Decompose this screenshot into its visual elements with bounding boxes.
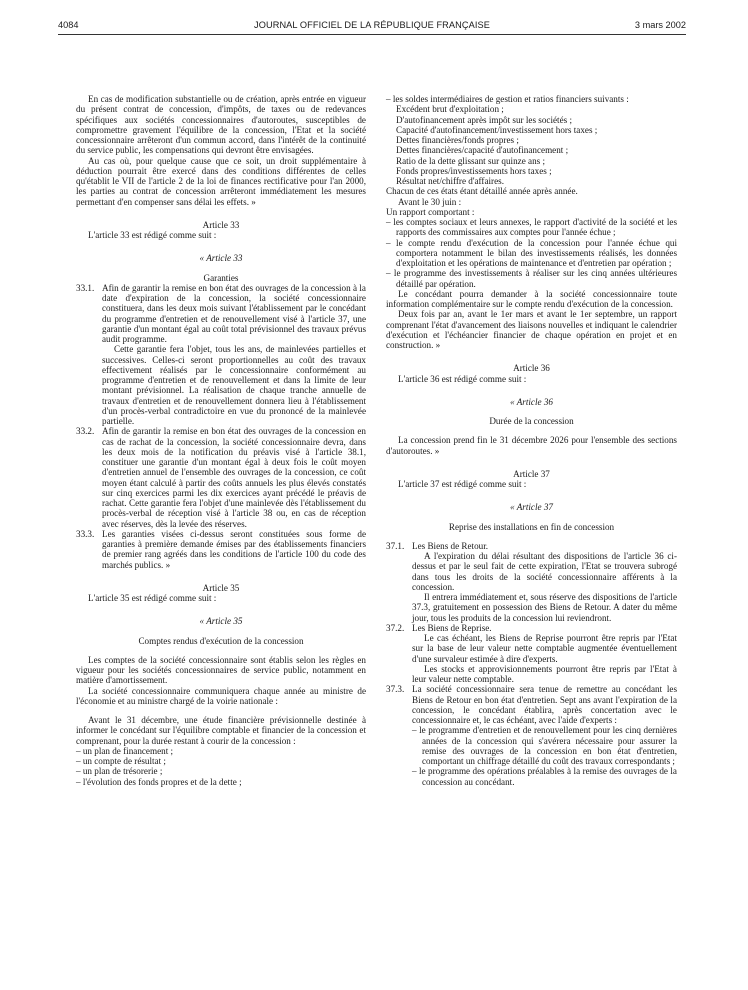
- list-item: – le programme d'entretien et de renouvellement pour les cinq dernières années de la concession qui s'avérera nécessaire pour assurer la remise des ouvrages de la concession en bon état d'entretien, comportant un chiffrage détaillé du coût des travaux correspondants ;: [412, 725, 677, 766]
- article-title: Comptes rendus d'exécution de la concession: [138, 635, 304, 646]
- article-quote-heading: « Article 37: [510, 502, 553, 513]
- list-item: – l'évolution des fonds propres et de la dette ;: [76, 776, 242, 787]
- paragraph: Le concédant pourra demander à la société concessionnaire toute information complémentaire sur le compte rendu d'exécution de la concession.: [386, 288, 677, 309]
- article-heading: Article 37: [513, 468, 550, 479]
- paragraph: Cette garantie fera l'objet, tous les ans, de mainlevées partielles et successives. Celles-ci seront proportionnelles au coût des travaux effectivement réalisés par le concessionnaire conformément au programme d'entretien et de renouvellement et dans la limite de leur montant prévisionnel. La réalisation de chaque tranche annuelle de travaux d'entretien et de renouvellement donnera lieu à l'établissement d'un procès-verbal contradictoire en vue du prononcé de la mainlevée partielle.: [102, 344, 366, 426]
- journal-title: JOURNAL OFFICIEL DE LA RÉPUBLIQUE FRANÇAISE: [254, 20, 490, 30]
- paragraph: L'article 33 est rédigé comme suit :: [88, 230, 217, 240]
- list-item: – un plan de trésorerie ;: [76, 766, 163, 777]
- numbered-paragraph: 33.3. Les garanties visées ci-dessus seront constituées sous forme de garanties à première demande émises par des établissements financiers de premier rang agréés dans les conditions de l'article 100 du code des marchés publics. »: [76, 528, 366, 570]
- numbered-paragraph: 37.2. Les Biens de Reprise.: [386, 622, 492, 633]
- paragraph: L'article 36 est rédigé comme suit :: [398, 373, 527, 384]
- page-header: [58, 18, 686, 35]
- list-item: – le programme des opérations préalables à la remise des ouvrages de la concession au concédant.: [412, 766, 677, 787]
- paragraph-number: 33.2.: [76, 426, 95, 437]
- paragraph: Au cas où, pour quelque cause que ce soit, un droit supplémentaire à déduction pourrait être exercé dans des conditions différentes de celles qu'établit le VII de l'article 2 de la loi de finances rectificative pour l'an 2000, les parties au contrat de concession arrêteront immédiatement les mesures permettant d'en compenser sans délai les effets. »: [76, 155, 366, 207]
- list-item: – les comptes sociaux et leurs annexes, le rapport d'activité de la société et les rapports des commissaires aux comptes pour l'année échue ;: [386, 217, 677, 238]
- ratio-item: Ratio de la dette glissant sur quinze ans ;: [396, 155, 546, 166]
- article-title: Garanties: [203, 272, 239, 283]
- article-heading: Article 33: [202, 219, 240, 230]
- paragraph: Avant le 31 décembre, une étude financière prévisionnelle destinée à informer le concédant sur l'équilibre comptable et financier de la concession et comprenant, pour la durée restant à courir de la concession :: [76, 715, 366, 746]
- paragraph-number: 33.1.: [76, 282, 95, 293]
- list-item: – un plan de financement ;: [76, 745, 174, 756]
- numbered-paragraph: 33.2. Afin de garantir la remise en bon état des ouvrages de la concession en cas de rachat de la concession, la société concessionnaire devra, dans les deux mois de la notification du préavis visé à l'article 38.1, constituer une garantie d'un montant égal à deux fois le coût moyen d'entretien annuel de l'ensemble des ouvrages de la concession, ce coût moyen étant calculé à partir des coûts annuels les plus élevés constatés sur cinq exercices parmi les dix exercices ayant précédé le préavis de rachat. Cette garantie fera l'objet d'une mainlevée dès l'établissement du procès-verbal de réception visé à l'article 38 ou, en cas de réception avec réserves, dès la levée des réserves.: [76, 426, 366, 529]
- paragraph: Avant le 30 juin :: [398, 196, 462, 207]
- paragraph: Chacun de ces états étant détaillé année après année.: [386, 186, 578, 197]
- article-quote-heading: « Article 33: [199, 253, 243, 264]
- paragraph: Un rapport comportant :: [386, 206, 475, 217]
- paragraph: En cas de modification substantielle ou de création, après entrée en vigueur du présent contrat de concession, d'impôts, de taxes ou de redevances spécifiques aux sociétés concessionnaires d'autoroutes, susceptibles de compromettre gravement l'équilibre de la concession, l'Etat et la société concessionnaire arrêteront d'un commun accord, dans l'intérêt de la continuité du service public, les compensations qui devront être envisagées.: [76, 94, 366, 156]
- list-item: – le programme des investissements à réaliser sur les cinq années ultérieures détaillé par opération.: [386, 268, 677, 289]
- paragraph: Deux fois par an, avant le 1er mars et avant le 1er septembre, un rapport comprenant l'état d'avancement des liaisons nouvelles et indiquant le calendrier d'exécution et l'échéancier financier de chaque opération en projet et en construction. »: [386, 309, 677, 350]
- list-item: – les soldes intermédiaires de gestion et ratios financiers suivants :: [386, 94, 629, 104]
- paragraph-number: 33.3.: [76, 528, 95, 539]
- paragraph: A l'expiration du délai résultant des dispositions de l'article 36 ci-dessus et par le seul fait de cette expiration, l'Etat se trouvera subrogé dans tous les droits de la société concessionnaire afférents à la concession.: [412, 551, 677, 592]
- paragraph-number: 37.2.: [386, 622, 405, 633]
- list-item: – le compte rendu d'exécution de la concession pour l'année échue qui comportera notamment le bilan des investissements réalisés, les données d'exploitation et les opérations de maintenance et d'entretien par opération ;: [386, 237, 677, 268]
- ratio-item: Résultat net/chiffre d'affaires.: [396, 176, 504, 186]
- article-title: Reprise des installations en fin de concession: [448, 521, 615, 532]
- article-heading: Article 36: [513, 363, 550, 374]
- paragraph: Les comptes de la société concessionnaire sont établis selon les règles en vigueur pour les sociétés concessionnaires de service public, notamment en matière d'amortissement.: [76, 654, 366, 686]
- ratio-item: Dettes financières/fonds propres ;: [396, 135, 519, 145]
- article-heading: Article 35: [202, 582, 240, 593]
- article-title: Durée de la concession: [489, 416, 574, 426]
- ratio-item: Capacité d'autofinancement/investissement hors taxes ;: [396, 124, 598, 135]
- page-number: 4084: [58, 20, 79, 30]
- left-column: [76, 94, 366, 787]
- ratio-item: D'autofinancement après impôt sur les sociétés ;: [396, 114, 572, 125]
- right-column: [386, 94, 677, 787]
- issue-date: 3 mars 2002: [634, 20, 686, 30]
- paragraph: La société concessionnaire communiquera chaque année au ministre de l'économie et au ministre chargé de la voirie nationale :: [76, 685, 366, 706]
- paragraph: L'article 35 est rédigé comme suit :: [88, 593, 217, 603]
- paragraph-number: 37.1.: [386, 540, 405, 551]
- numbered-paragraph: 37.1. Les Biens de Retour.: [386, 540, 489, 551]
- ratio-item: Dettes financières/capacité d'autofinancement ;: [396, 145, 569, 156]
- paragraph: Le cas échéant, les Biens de Reprise pourront être repris par l'Etat sur la base de leur valeur nette comptable augmentée éventuellement d'une survaleur estimée à dire d'experts.: [412, 633, 677, 664]
- numbered-paragraph: 37.3. La société concessionnaire sera tenue de remettre au concédant les Biens de Retour en bon état d'entretien. Sept ans avant l'expiration de la concession, le concédant établira, après concertation avec le concessionnaire et, le cas échéant, avec l'aide d'experts :: [386, 684, 677, 725]
- paragraph: Les stocks et approvisionnements pourront être repris par l'Etat à leur valeur nette comptable.: [412, 663, 677, 684]
- paragraph: La concession prend fin le 31 décembre 2026 pour l'ensemble des sections d'autoroutes. »: [386, 435, 677, 456]
- ratio-item: Fonds propres/investissements hors taxes ;: [396, 165, 552, 176]
- numbered-paragraph: 33.1. Afin de garantir la remise en bon état des ouvrages de la concession à la date d'expiration de la concession, la société concessionnaire constituera, dans les deux mois suivant l'établissement par le concédant du programme d'entretien et de renouvellement visé à l'article 37, une garantie d'un montant égal au coût total prévisionnel des travaux prévus audit programme.: [76, 282, 366, 344]
- article-quote-heading: « Article 35: [199, 616, 243, 627]
- paragraph-number: 37.3.: [386, 684, 405, 695]
- paragraph: L'article 37 est rédigé comme suit :: [398, 479, 527, 489]
- ratio-item: Excédent brut d'exploitation ;: [396, 104, 504, 115]
- paragraph: Il entrera immédiatement et, sous réserve des dispositions de l'article 37.3, gratuitement en possession des Biens de Retour. A dater du même jour, tous les produits de la concession lui reviendront.: [412, 592, 677, 623]
- list-item: – un compte de résultat ;: [76, 756, 166, 766]
- article-quote-heading: « Article 36: [510, 396, 553, 407]
